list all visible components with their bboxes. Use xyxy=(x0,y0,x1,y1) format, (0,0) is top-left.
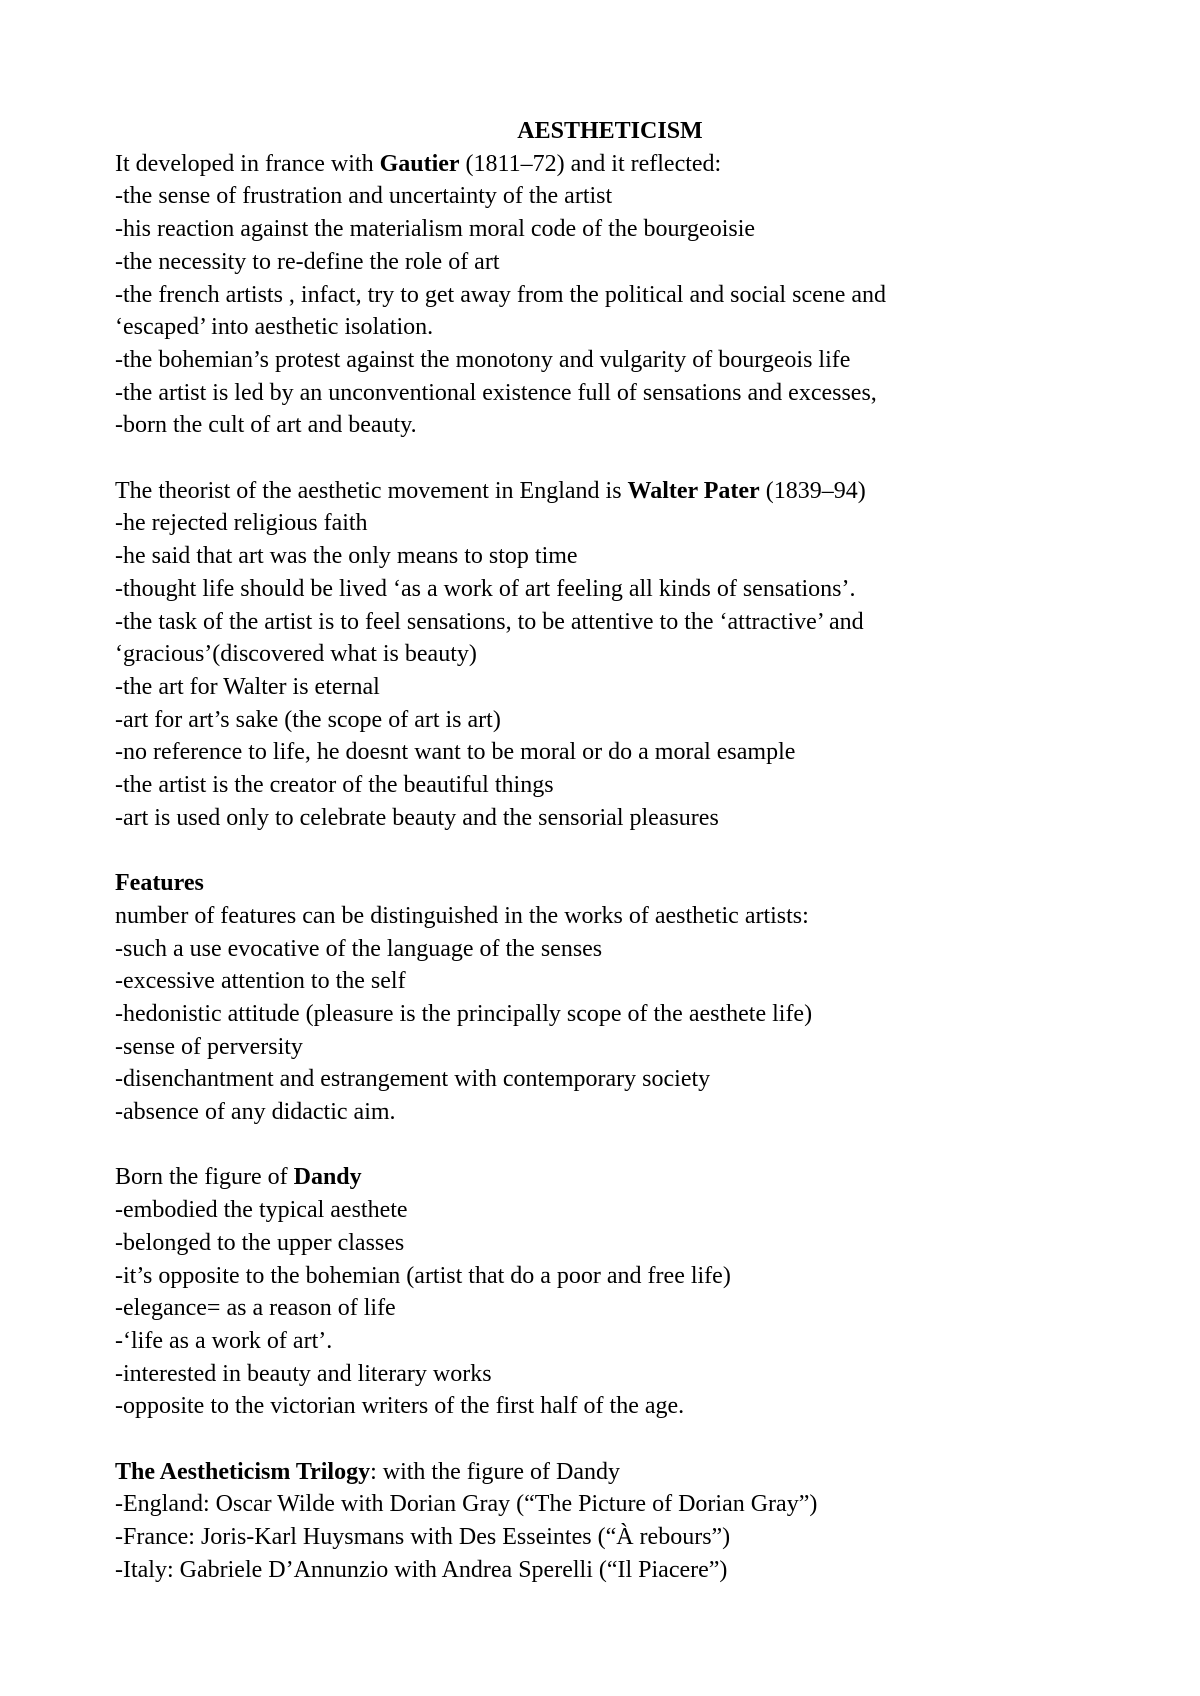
paragraph-spacer xyxy=(115,1129,1105,1162)
paragraph-spacer xyxy=(115,442,1105,475)
section2-intro xyxy=(115,475,1105,508)
section4-line: -belonged to the upper classes xyxy=(115,1229,405,1256)
section4-line: -interested in beauty and literary works xyxy=(115,1360,492,1387)
features-heading: Features xyxy=(115,870,204,897)
section3-line: -excessive attention to the self xyxy=(115,968,406,995)
section4-line: -opposite to the victorian writers of the first half of the age. xyxy=(115,1393,685,1420)
section1-line: ‘escaped’ into aesthetic isolation. xyxy=(115,314,434,341)
section3-heading xyxy=(115,867,1105,900)
section2-line: -the art for Walter is eternal xyxy=(115,673,380,700)
section1-line: -the necessity to re-define the role of art xyxy=(115,248,500,275)
section2-line: -the artist is the creator of the beautiful things xyxy=(115,772,554,799)
section4-line: -embodied the typical aesthete xyxy=(115,1197,408,1224)
section1-line: -born the cult of art and beauty. xyxy=(115,412,417,439)
section5-intro xyxy=(115,1456,1105,1489)
section3-line: -sense of perversity xyxy=(115,1033,303,1060)
section2-line: -he said that art was the only means to stop time xyxy=(115,543,578,570)
section5-line: -France: Joris-Karl Huysmans with Des Esseintes (“À rebours”) xyxy=(115,1524,731,1551)
section2-intro-dates: (1839–94) xyxy=(759,477,866,504)
section4-intro-text: Born the figure of xyxy=(115,1164,294,1191)
section4-line: -it’s opposite to the bohemian (artist that do a poor and free life) xyxy=(115,1262,731,1289)
document-title: AESTHETICISM xyxy=(517,118,703,144)
section4-line: -‘life as a work of art’. xyxy=(115,1327,333,1354)
section1-intro xyxy=(115,148,1105,181)
section3-line: number of features can be distinguished in the works of aesthetic artists: xyxy=(115,902,809,929)
section2-line: -art is used only to celebrate beauty and the sensorial pleasures xyxy=(115,804,719,831)
section3-line: -such a use evocative of the language of the senses xyxy=(115,935,603,962)
section3-line: -disenchantment and estrangement with contemporary society xyxy=(115,1066,711,1093)
section5-line: -Italy: Gabriele D’Annunzio with Andrea Sperelli (“Il Piacere”) xyxy=(115,1556,728,1583)
section1-intro-name: Gautier xyxy=(379,150,460,177)
trilogy-heading: The Aestheticism Trilogy xyxy=(115,1458,371,1485)
section1-line: -the artist is led by an unconventional existence full of sensations and excesses, xyxy=(115,379,877,406)
paragraph-spacer xyxy=(115,1423,1105,1456)
section1-line: -the sense of frustration and uncertainty of the artist xyxy=(115,183,613,210)
section2-line: -he rejected religious faith xyxy=(115,510,368,537)
document-page xyxy=(115,115,1105,1587)
section5-line: -England: Oscar Wilde with Dorian Gray (“The Picture of Dorian Gray”) xyxy=(115,1491,818,1518)
section3-line: -absence of any didactic aim. xyxy=(115,1099,396,1126)
section1-line: -his reaction against the materialism moral code of the bourgeoisie xyxy=(115,216,756,243)
section1-intro-dates: (1811–72) and it reflected: xyxy=(459,150,722,177)
section2-line: -thought life should be lived ‘as a work of art feeling all kinds of sensations’. xyxy=(115,575,856,602)
dandy-term: Dandy xyxy=(293,1164,362,1191)
section2-line: ‘gracious’(discovered what is beauty) xyxy=(115,641,477,668)
section2-line: -the task of the artist is to feel sensations, to be attentive to the ‘attractive’ and xyxy=(115,608,864,635)
section2-intro-name: Walter Pater xyxy=(627,477,760,504)
section4-intro xyxy=(115,1161,1105,1194)
section5-intro-text: : with the figure of Dandy xyxy=(370,1458,621,1485)
section3-line: -hedonistic attitude (pleasure is the principally scope of the aesthete life) xyxy=(115,1000,813,1027)
section1-line: -the french artists , infact, try to get away from the political and social scene and xyxy=(115,281,887,308)
section2-intro-text: The theorist of the aesthetic movement in England is xyxy=(115,477,628,504)
section1-intro-text: It developed in france with xyxy=(115,150,380,177)
section4-line: -elegance= as a reason of life xyxy=(115,1295,396,1322)
section2-line: -art for art’s sake (the scope of art is art) xyxy=(115,706,501,733)
section1-line: -the bohemian’s protest against the monotony and vulgarity of bourgeois life xyxy=(115,346,851,373)
section2-line: -no reference to life, he doesnt want to be moral or do a moral esample xyxy=(115,739,796,766)
paragraph-spacer xyxy=(115,834,1105,867)
